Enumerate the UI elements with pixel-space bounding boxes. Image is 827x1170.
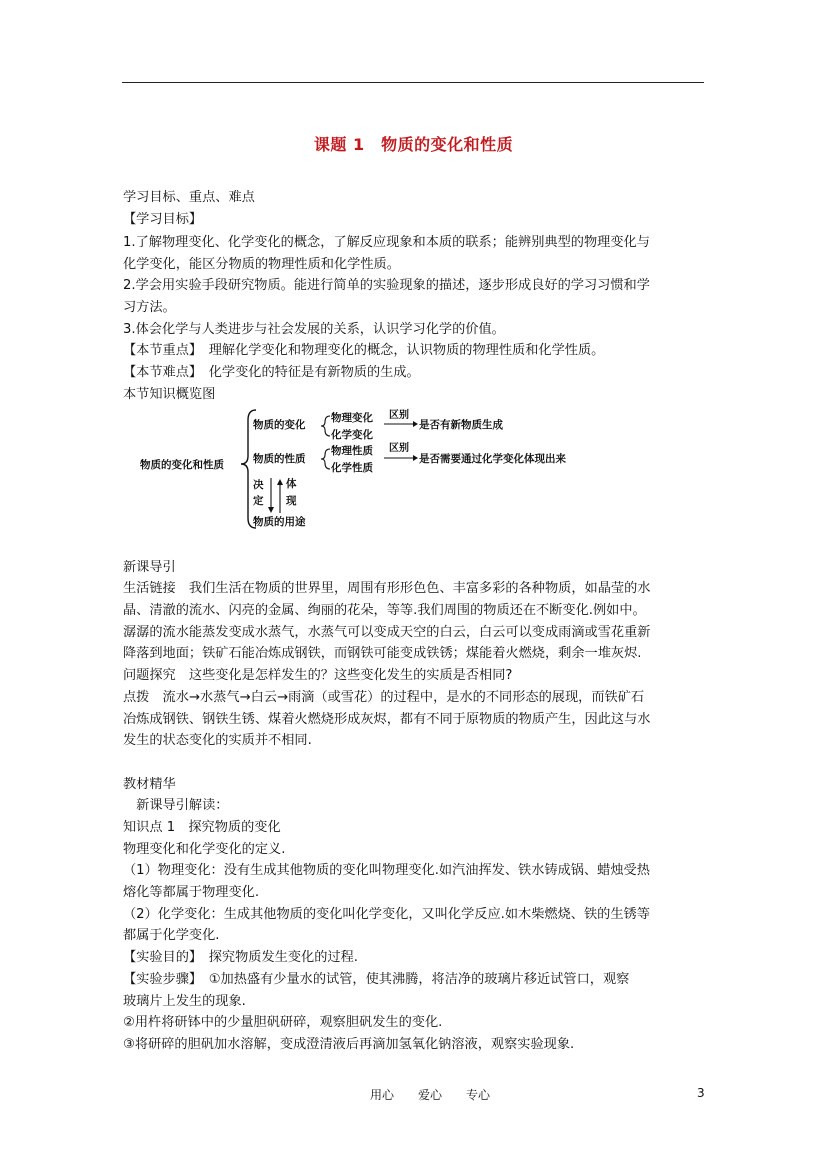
decide-label-2: 定	[253, 495, 264, 507]
chemical-property-label: 化学性质	[331, 462, 373, 474]
lesson-title: 课题 1 物质的变化和性质	[313, 135, 514, 154]
knowledge-overview-diagram	[138, 404, 618, 532]
new-lesson-heading: 新课导引	[123, 560, 176, 575]
experiment-purpose: 【实验目的】 探究物质发生变化的过程.	[123, 950, 358, 965]
hint-line-2: 冶炼成钢铁、钢铁生锈、煤着火燃烧形成灰烬，都有不同于原物质的物质产生，因此这与水	[123, 712, 651, 727]
life-link-line-3: 潺潺的流水能蒸发变成水蒸气，水蒸气可以变成天空的白云，白云可以变成雨滴或雪花重新	[123, 625, 651, 640]
objective-3: 3.体会化学与人类进步与社会发展的关系，认识学习化学的价值。	[123, 322, 505, 337]
root-label: 物质的变化和性质	[140, 459, 224, 471]
objectives-heading: 学习目标、重点、难点	[123, 190, 255, 205]
experiment-step-3: ③将研碎的胆矾加水溶解，变成澄清液后再滴加氢氧化钠溶液，观察实验现象.	[123, 1037, 575, 1052]
experiment-step-2: ②用杵将研钵中的少量胆矾研碎，观察胆矾发生的变化.	[123, 1015, 443, 1030]
decide-label-1: 决	[253, 479, 264, 491]
physical-change-def-line-1: （1）物理变化：没有生成其他物质的变化叫物理变化.如汽油挥发、铁水铸成锅、蜡烛受热	[123, 863, 650, 878]
result-2-label: 是否需要通过化学变化体现出来	[419, 453, 566, 465]
decide-arrowhead	[268, 507, 274, 513]
property-label: 物质的性质	[253, 453, 306, 465]
experiment-steps-line-1: 【实验步骤】 ①加热盛有少量水的试管，使其沸腾，将洁净的玻璃片移近试管口，观察	[123, 972, 630, 987]
experiment-steps-line-2: 玻璃片上发生的现象.	[123, 994, 246, 1009]
chemical-change-def-line-2: 都属于化学变化.	[123, 928, 220, 943]
physical-property-label: 物理性质	[331, 445, 373, 457]
embody-arrowhead	[277, 479, 283, 485]
essence-heading: 教材精华	[123, 777, 176, 792]
life-link-line-2: 晶、清澈的流水、闪亮的金属、绚丽的花朵，等等.我们周围的物质还在不断变化.例如中。	[123, 603, 646, 618]
distinguish-2-label: 区别	[389, 443, 409, 454]
objectives-label: 【学习目标】	[123, 212, 203, 227]
chemical-change-label: 化学变化	[331, 429, 373, 441]
overview-heading: 本节知识概览图	[123, 387, 216, 402]
problem-inquiry: 问题探究 这些变化是怎样发生的？这些变化发生的实质是否相同?	[123, 668, 513, 683]
objective-1-line-1: 1.了解物理变化、化学变化的概念，了解反应现象和本质的联系；能辨别典型的物理变化与	[123, 235, 650, 250]
life-link-line-4: 降落到地面；铁矿石能冶炼成钢铁，而钢铁可能变成铁锈；煤能着火燃烧，剩余一堆灰烬.	[123, 646, 642, 661]
use-label: 物质的用途	[253, 516, 306, 528]
knowledge-point-1: 知识点 1 探究物质的变化	[123, 820, 281, 835]
objective-1-line-2: 化学变化，能区分物质的物理性质和化学性质。	[123, 257, 400, 272]
header-rule	[122, 82, 704, 83]
distinguish-1-label: 区别	[389, 410, 409, 421]
distinguish-2-arrowhead	[413, 455, 418, 461]
distinguish-1-arrowhead	[413, 421, 418, 427]
hint-line-1: 点拨 流水→水蒸气→白云→雨滴（或雪花）的过程中，是水的不同形态的展现，而铁矿石	[123, 690, 645, 705]
embody-label-2: 现	[286, 495, 297, 507]
chemical-change-def-line-1: （2）化学变化：生成其他物质的变化叫化学变化，又叫化学反应.如木柴燃烧、铁的生锈等	[123, 907, 650, 922]
key-point: 【本节重点】 理解化学变化和物理变化的概念，认识物质的物理性质和化学性质。	[123, 343, 605, 358]
embody-label-1: 体	[286, 478, 297, 490]
physical-change-label: 物理变化	[331, 412, 373, 424]
physical-change-def-line-2: 熔化等都属于物理变化.	[123, 885, 260, 900]
result-1-label: 是否有新物质生成	[419, 419, 503, 431]
page-number: 3	[697, 1086, 705, 1100]
change-label: 物质的变化	[253, 419, 306, 431]
definition-heading: 物理变化和化学变化的定义.	[123, 842, 286, 857]
objective-2-line-1: 2.学会用实验手段研究物质。能进行简单的实验现象的描述，逐步形成良好的学习习惯和学	[123, 278, 650, 293]
life-link-line-1: 生活链接 我们生活在物质的世界里，周围有形形色色、丰富多彩的各种物质，如晶莹的水	[123, 581, 651, 596]
difficult-point: 【本节难点】 化学变化的特征是有新物质的生成。	[123, 365, 420, 380]
change-brace	[321, 416, 330, 436]
footer-motto: 用心 爱心 专心	[370, 1088, 491, 1102]
property-brace	[321, 449, 330, 469]
guide-interpretation: 新课导引解读：	[123, 798, 229, 813]
objective-2-line-2: 习方法。	[123, 300, 176, 315]
hint-line-3: 发生的状态变化的实质并不相同.	[123, 733, 312, 748]
